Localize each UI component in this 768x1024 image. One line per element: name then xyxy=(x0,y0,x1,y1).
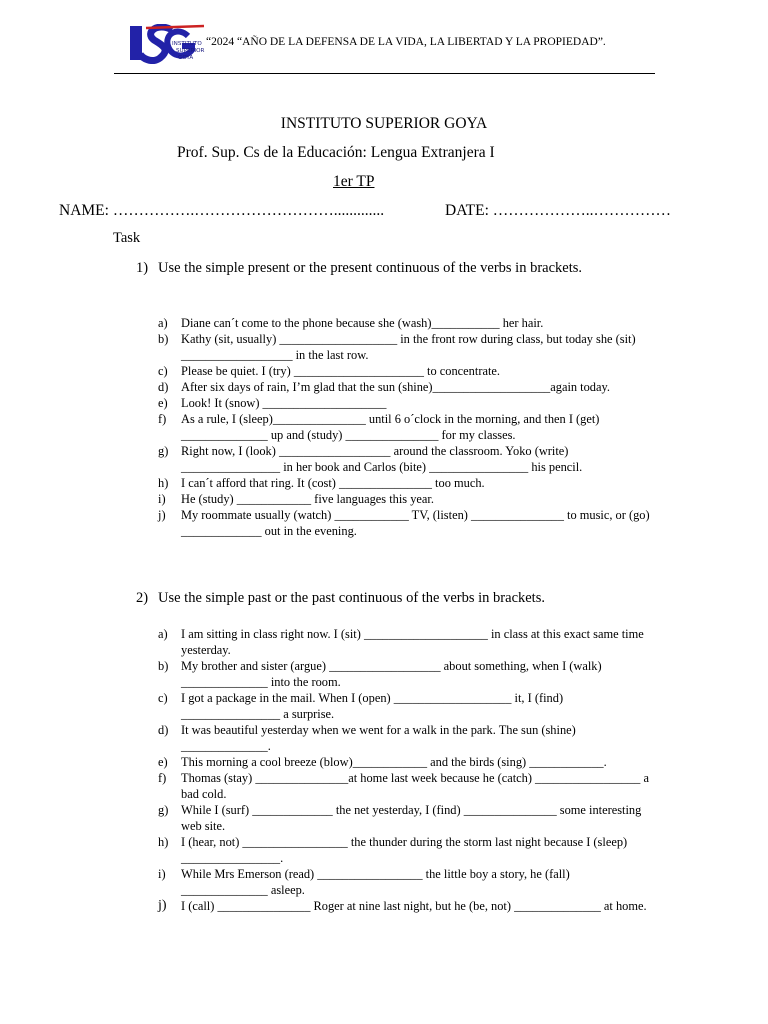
exercise-item-label: j) xyxy=(158,898,167,913)
exercise-item xyxy=(158,770,658,802)
exercise-item-text: It was beautiful yesterday when we went for a walk in the park. The sun (shine) ______________. xyxy=(181,723,576,753)
logo-text-3: GOYA xyxy=(178,55,194,61)
exercise-item-text: My brother and sister (argue) __________________ about something, when I (walk) ______________ into the room. xyxy=(181,659,602,689)
exercise-item-text: As a rule, I (sleep)_______________ until 6 o´clock in the morning, and then I (get) ______________ up and (study) _______________ for my classes. xyxy=(181,412,600,442)
exercise-item-text: I (call) _______________ Roger at nine last night, but he (be, not) ______________ at home. xyxy=(181,899,647,913)
exercise-item xyxy=(158,898,658,914)
exercise-item-text: Kathy (sit, usually) ___________________ in the front row during class, but today she (sit) __________________ in the last row. xyxy=(181,332,636,362)
section-1-instruction: Use the simple present or the present continuous of the verbs in brackets. xyxy=(158,260,583,276)
page-title: INSTITUTO SUPERIOR GOYA xyxy=(280,115,488,132)
exercise-item-label: e) xyxy=(158,396,168,410)
task-heading: Task xyxy=(113,230,141,246)
exercise-item-label: d) xyxy=(158,723,169,737)
exercise-item xyxy=(158,395,658,411)
section-2-exercise-list xyxy=(158,626,658,914)
exercise-item-label: g) xyxy=(158,444,169,458)
exercise-item xyxy=(158,507,658,539)
exercise-item-label: f) xyxy=(158,412,167,426)
exercise-item-label: f) xyxy=(158,771,167,785)
exercise-item xyxy=(158,491,658,507)
logo-text-1: INSTITUTO xyxy=(172,41,202,47)
section-2-number: 2) xyxy=(136,590,149,606)
date-field: DATE: ………………..…………… xyxy=(445,202,672,219)
exercise-item-text: While Mrs Emerson (read) _________________ the little boy a story, he (fall) ______________ asleep. xyxy=(181,867,570,897)
exercise-item-label: e) xyxy=(158,755,168,769)
exercise-item-label: b) xyxy=(158,659,169,673)
exercise-item xyxy=(158,379,658,395)
exercise-item-label: j) xyxy=(158,508,166,522)
exercise-item-text: Right now, I (look) __________________ around the classroom. Yoko (write) ________________ in her book and Carlos (bite) ________________ his pencil. xyxy=(181,444,583,474)
exercise-item-text: Thomas (stay) _______________at home last week because he (catch) _________________ a bad cold. xyxy=(181,771,649,801)
exercise-item xyxy=(158,722,658,754)
exercise-item-text: Diane can´t come to the phone because she (wash)___________ her hair. xyxy=(181,316,544,330)
exercise-item xyxy=(158,658,658,690)
exercise-item-text: While I (surf) _____________ the net yesterday, I (find) _______________ some interesting web site. xyxy=(181,803,642,833)
exercise-item xyxy=(158,626,658,658)
exercise-item xyxy=(158,802,658,834)
exercise-item-text: This morning a cool breeze (blow)____________ and the birds (sing) ____________. xyxy=(181,755,607,769)
section-2-instruction: Use the simple past or the past continuous of the verbs in brackets. xyxy=(158,590,545,606)
exercise-item-text: Please be quiet. I (try) _____________________ to concentrate. xyxy=(181,364,500,378)
exercise-item-label: c) xyxy=(158,364,168,378)
exercise-item-text: I am sitting in class right now. I (sit) ____________________ in class at this exact same time yesterday. xyxy=(181,627,644,657)
exercise-item-text: I (hear, not) _________________ the thunder during the storm last night because I (sleep) ________________. xyxy=(181,835,628,865)
exercise-item xyxy=(158,475,658,491)
section-1-exercise-list xyxy=(158,315,658,539)
assignment-label: 1er TP xyxy=(333,173,375,190)
exercise-item-text: I can´t afford that ring. It (cost) _______________ too much. xyxy=(181,476,485,490)
exercise-item-label: g) xyxy=(158,803,169,817)
exercise-item-text: Look! It (snow) ____________________ xyxy=(181,396,387,410)
course-subtitle: Prof. Sup. Cs de la Educación: Lengua Extranjera I xyxy=(177,144,495,161)
exercise-item xyxy=(158,363,658,379)
header-motto: “2024 “AÑO DE LA DEFENSA DE LA VIDA, LA LIBERTAD Y LA PROPIEDAD”. xyxy=(206,36,606,48)
exercise-item-text: I got a package in the mail. When I (open) ___________________ it, I (find) ________________ a surprise. xyxy=(181,691,564,721)
exercise-item xyxy=(158,690,658,722)
section-1-number: 1) xyxy=(136,260,149,276)
exercise-item-label: h) xyxy=(158,476,169,490)
exercise-item xyxy=(158,411,658,443)
exercise-item xyxy=(158,754,658,770)
exercise-item xyxy=(158,315,658,331)
exercise-item xyxy=(158,443,658,475)
exercise-item-label: c) xyxy=(158,691,168,705)
exercise-item-text: After six days of rain, I’m glad that the sun (shine)___________________again today. xyxy=(181,380,610,394)
exercise-item-label: a) xyxy=(158,316,168,330)
exercise-item xyxy=(158,866,658,898)
exercise-item-label: b) xyxy=(158,332,169,346)
exercise-item-text: He (study) ____________ five languages this year. xyxy=(181,492,434,506)
name-field: NAME: …………….………………………............. xyxy=(59,202,385,219)
header-divider xyxy=(114,73,655,74)
exercise-item-label: i) xyxy=(158,867,166,881)
logo-text-2: SUPERIOR xyxy=(176,48,205,54)
exercise-item-text: My roommate usually (watch) ____________ TV, (listen) _______________ to music, or (go) _____________ out in the evening. xyxy=(181,508,650,538)
exercise-item-label: a) xyxy=(158,627,168,641)
exercise-item-label: i) xyxy=(158,492,166,506)
exercise-item xyxy=(158,834,658,866)
exercise-item xyxy=(158,331,658,363)
exercise-item-label: h) xyxy=(158,835,169,849)
exercise-item-label: d) xyxy=(158,380,169,394)
